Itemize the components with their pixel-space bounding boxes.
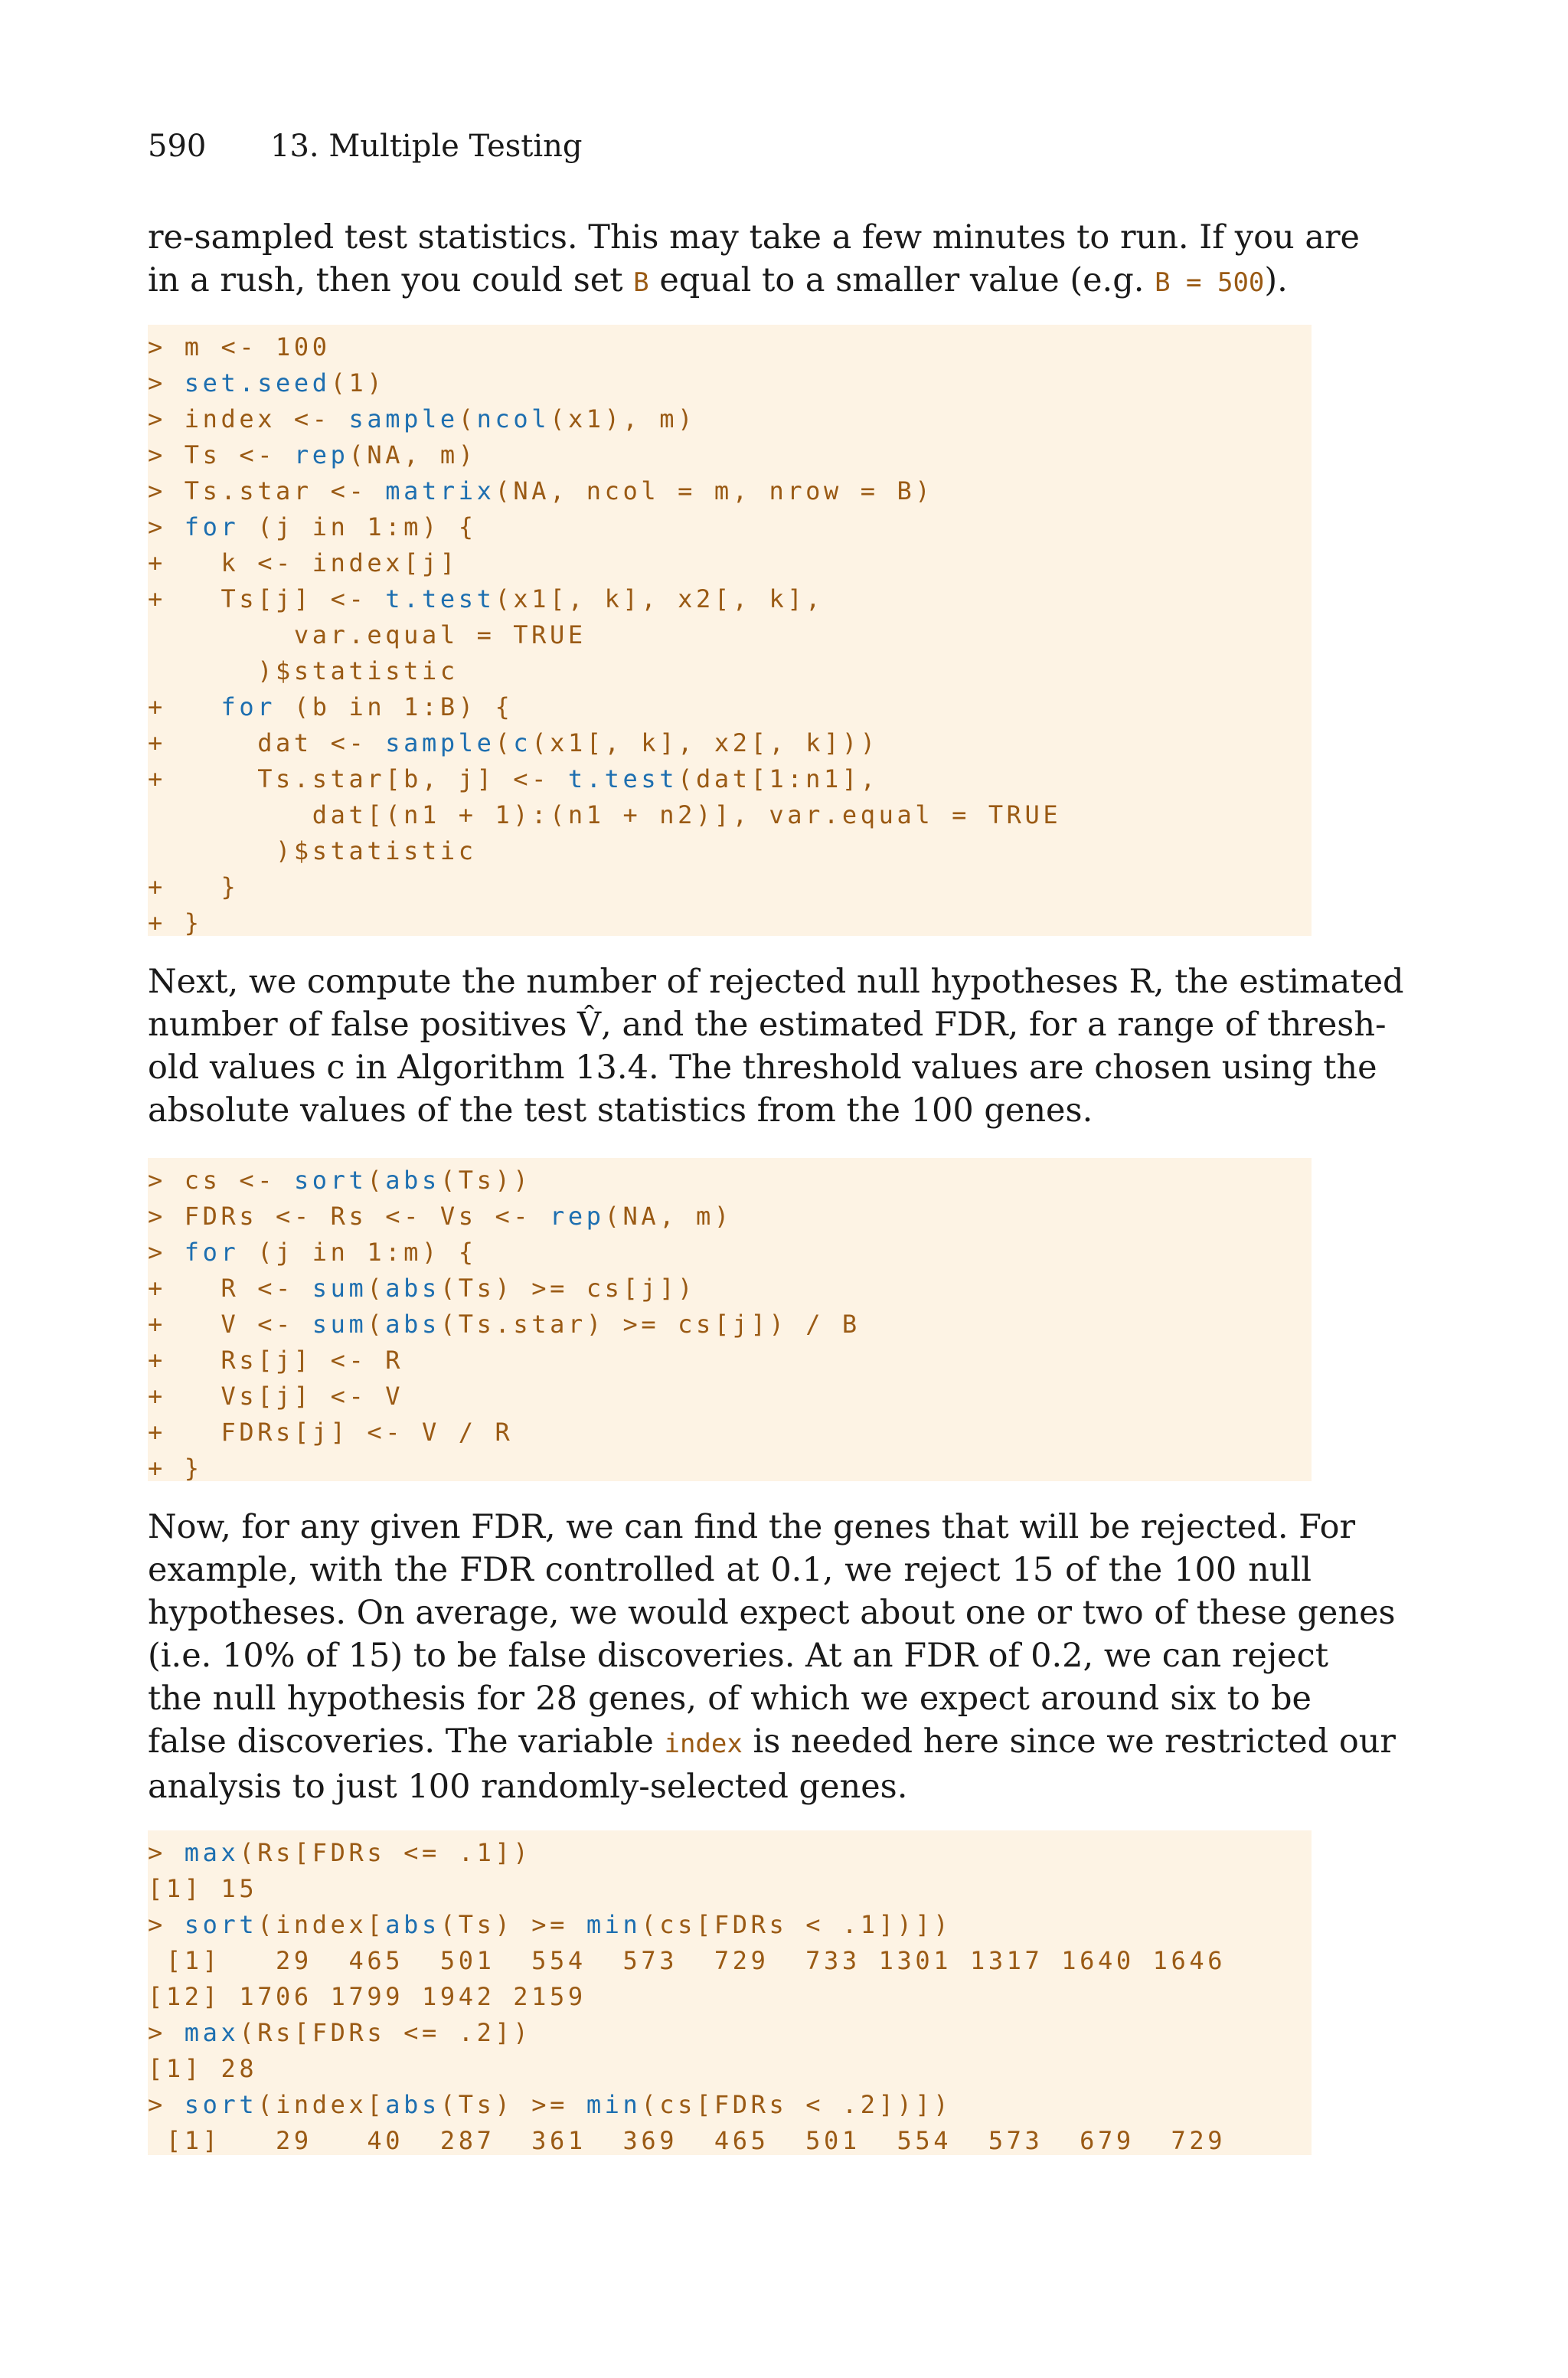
code-text: + [148, 692, 221, 721]
code-text: + dat <- [148, 728, 386, 757]
code-text: )$statistic [148, 656, 459, 685]
code-keyword: sum [312, 1274, 368, 1303]
code-text: var.equal = TRUE [148, 620, 586, 649]
code-line [148, 509, 1312, 545]
code-text: ( [367, 1166, 386, 1195]
code-text: > Ts <- [148, 440, 294, 469]
code-keyword: t.test [385, 584, 495, 613]
code-line [148, 797, 1312, 833]
code-block-results [148, 1830, 1312, 2155]
code-keyword: rep [293, 440, 349, 469]
code-line [148, 833, 1312, 869]
code-line [148, 653, 1312, 689]
code-line [148, 473, 1312, 509]
code-text: (index[ [257, 2090, 386, 2119]
code-text: > Ts.star <- [148, 476, 386, 505]
text-run: equal to a smaller value (e.g. [648, 261, 1155, 299]
text-run: in a rush, then you could set [148, 261, 634, 299]
code-text: + Ts[j] <- [148, 584, 386, 613]
code-text: > [148, 1238, 185, 1267]
code-keyword: c [513, 728, 532, 757]
code-text: (NA, ncol = m, nrow = B) [495, 476, 934, 505]
code-text: + FDRs[j] <- V / R [148, 1418, 514, 1447]
code-line [148, 581, 1312, 617]
text-run: false discoveries. The variable [148, 1722, 665, 1761]
paragraph-line: example, with the FDR controlled at 0.1, we reject 15 of the 100 null [148, 1551, 1312, 1589]
code-line [148, 1451, 1312, 1487]
code-keyword: sample [348, 404, 459, 433]
code-text: (Ts) >= [439, 2090, 586, 2119]
running-header [148, 129, 583, 164]
code-text: (x1[, k], x2[, k])) [531, 728, 879, 757]
paragraph-1 [148, 216, 1360, 304]
code-text: > [148, 2090, 185, 2119]
paragraph-line [148, 259, 1312, 304]
code-line [148, 2051, 1312, 2087]
code-line [148, 437, 1312, 473]
code-keyword: abs [385, 1274, 440, 1303]
code-text: + Ts.star[b, j] <- [148, 764, 568, 793]
code-line [148, 1379, 1312, 1415]
code-text: ( [495, 728, 514, 757]
paragraph-line: Next, we compute the number of rejected null hypotheses R, the estimated [148, 963, 1404, 1001]
code-text: + Rs[j] <- R [148, 1346, 404, 1375]
code-keyword: abs [385, 1166, 440, 1195]
code-keyword: t.test [567, 764, 678, 793]
code-text: [1] 15 [148, 1874, 258, 1903]
paragraph-2 [148, 960, 1404, 1132]
code-keyword: rep [550, 1202, 605, 1231]
code-keyword: abs [385, 1910, 440, 1939]
code-line [148, 401, 1312, 437]
code-text: + Vs[j] <- V [148, 1382, 404, 1411]
code-text: )$statistic [148, 836, 477, 865]
code-line [148, 1235, 1312, 1271]
paragraph-line [148, 1720, 1396, 1765]
code-text: [1] 29 40 287 361 369 465 501 554 573 679 729 [148, 2126, 1227, 2155]
code-keyword: sort [184, 1910, 258, 1939]
chapter-title: 13. Multiple Testing [270, 129, 583, 164]
code-text: (Ts) >= [439, 1910, 586, 1939]
text-run: is needed here since we restricted our [742, 1722, 1396, 1761]
code-text: (index[ [257, 1910, 386, 1939]
code-text: + R <- [148, 1274, 312, 1303]
code-keyword: sample [385, 728, 495, 757]
code-text: dat[(n1 + 1):(n1 + n2)], var.equal = TRUE [148, 800, 1062, 829]
code-line [148, 1343, 1312, 1379]
paragraph-line: absolute values of the test statistics from the 100 genes. [148, 1091, 1093, 1130]
code-text: (Rs[FDRs <= .1]) [239, 1838, 532, 1867]
code-text: ( [367, 1310, 386, 1339]
code-text: (NA, m) [604, 1202, 733, 1231]
paragraph-line: re-sampled test statistics. This may take a few minutes to run. If you are [148, 218, 1360, 257]
code-line [148, 1199, 1312, 1235]
code-line [148, 905, 1312, 941]
code-line [148, 2123, 1312, 2159]
code-line [148, 545, 1312, 581]
code-text: [1] 29 465 501 554 573 729 733 1301 1317 1640 1646 [148, 1946, 1227, 1975]
code-text: (Ts) >= cs[j]) [439, 1274, 697, 1303]
code-text: (x1), m) [550, 404, 697, 433]
code-text: + V <- [148, 1310, 312, 1339]
code-text: > [148, 1838, 185, 1867]
code-text: (j in 1:m) { [239, 512, 477, 541]
inline-code: B [633, 267, 649, 298]
code-line [148, 869, 1312, 905]
code-keyword: sum [312, 1310, 368, 1339]
code-block-resampling [148, 325, 1312, 936]
code-text: (1) [330, 368, 386, 397]
paragraph-line: Now, for any given FDR, we can find the genes that will be rejected. For [148, 1508, 1356, 1546]
code-text: (x1[, k], x2[, k], [495, 584, 825, 613]
code-text: (Ts.star) >= cs[j]) / B [439, 1310, 861, 1339]
code-text: > [148, 368, 185, 397]
paragraph-line: number of false positives V̂, and the estimated FDR, for a range of thresh- [148, 1006, 1387, 1044]
code-text: > [148, 512, 185, 541]
paragraph-line: the null hypothesis for 28 genes, of which we expect around six to be [148, 1680, 1312, 1718]
code-line [148, 365, 1312, 401]
code-text: > m <- 100 [148, 332, 331, 361]
inline-code: index [664, 1729, 743, 1759]
code-text: > index <- [148, 404, 349, 433]
code-line [148, 761, 1312, 797]
code-text: + } [148, 1454, 203, 1483]
code-keyword: set.seed [184, 368, 331, 397]
paragraph-line: analysis to just 100 randomly-selected genes. [148, 1768, 908, 1806]
code-text: > FDRs <- Rs <- Vs <- [148, 1202, 550, 1231]
code-text: > [148, 1910, 185, 1939]
code-keyword: for [184, 512, 240, 541]
code-text: (Rs[FDRs <= .2]) [239, 2018, 532, 2047]
code-line [148, 1871, 1312, 1907]
code-line [148, 1943, 1312, 1979]
page-number: 590 [148, 129, 207, 164]
code-text: (cs[FDRs < .2])]) [641, 2090, 952, 2119]
code-line [148, 1907, 1312, 1943]
code-line [148, 2087, 1312, 2123]
code-text: ( [367, 1274, 386, 1303]
paragraph-3 [148, 1506, 1396, 1808]
code-line [148, 1307, 1312, 1343]
code-line [148, 1163, 1312, 1199]
code-keyword: max [184, 2018, 240, 2047]
text-run: ). [1264, 261, 1288, 299]
code-text: + } [148, 908, 203, 937]
code-text: (Ts)) [439, 1166, 532, 1195]
code-text: > cs <- [148, 1166, 294, 1195]
code-text: (b in 1:B) { [276, 692, 514, 721]
code-block-fdr [148, 1158, 1312, 1481]
code-text: (j in 1:m) { [239, 1238, 477, 1267]
code-keyword: min [586, 1910, 642, 1939]
code-keyword: sort [293, 1166, 368, 1195]
code-line [148, 689, 1312, 725]
code-keyword: matrix [385, 476, 495, 505]
code-keyword: abs [385, 2090, 440, 2119]
code-text: (NA, m) [348, 440, 477, 469]
code-line [148, 617, 1312, 653]
paragraph-line: old values c in Algorithm 13.4. The threshold values are chosen using the [148, 1048, 1377, 1087]
code-text: + k <- index[j] [148, 548, 459, 577]
code-text: (dat[1:n1], [678, 764, 879, 793]
code-text: ( [458, 404, 477, 433]
code-text: [1] 28 [148, 2054, 258, 2083]
code-text: [12] 1706 1799 1942 2159 [148, 1982, 586, 2011]
code-line [148, 2015, 1312, 2051]
code-line [148, 1835, 1312, 1871]
inline-code: B = 500 [1155, 267, 1265, 298]
code-keyword: for [184, 1238, 240, 1267]
code-keyword: sort [184, 2090, 258, 2119]
code-text: > [148, 2018, 185, 2047]
code-text: + } [148, 872, 240, 901]
paragraph-line: (i.e. 10% of 15) to be false discoveries. At an FDR of 0.2, we can reject [148, 1637, 1328, 1675]
paragraph-line: hypotheses. On average, we would expect about one or two of these genes [148, 1594, 1396, 1632]
code-keyword: ncol [476, 404, 550, 433]
code-line [148, 329, 1312, 365]
code-text: (cs[FDRs < .1])]) [641, 1910, 952, 1939]
code-line [148, 725, 1312, 761]
code-keyword: max [184, 1838, 240, 1867]
code-line [148, 1979, 1312, 2015]
code-keyword: for [220, 692, 276, 721]
code-line [148, 1415, 1312, 1451]
code-keyword: abs [385, 1310, 440, 1339]
code-line [148, 1271, 1312, 1307]
code-keyword: min [586, 2090, 642, 2119]
